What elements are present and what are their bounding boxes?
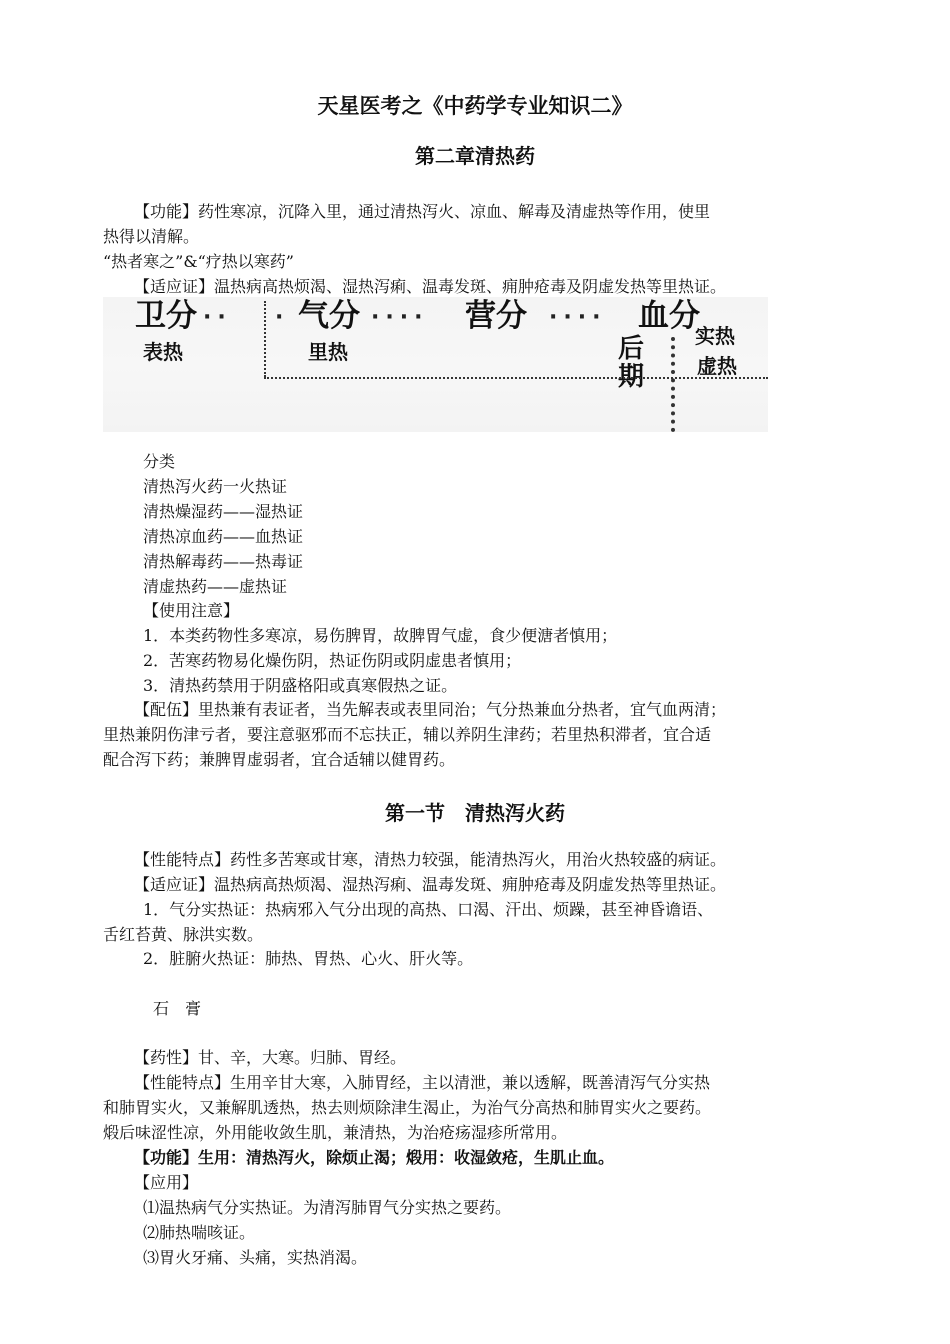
classification-item: 清热凉血药——血热证 — [143, 527, 304, 546]
diagram-lire: 里热 — [308, 340, 348, 364]
classification-item: 清热解毒药——热毒证 — [143, 552, 304, 571]
herb-characteristics-line-3: 煅后味涩性凉，外用能收敛生肌，兼清热，为治疮疡湿疹所常用。 — [103, 1123, 568, 1142]
diagram-qi: 气分 — [298, 298, 360, 334]
usage-note-item: 2．苦寒药物易化燥伤阴，热证伤阴或阴虚患者慎用； — [143, 651, 522, 670]
section-item-1-line-1: 1．气分实热证：热病邪入气分出现的高热、口渴、汗出、烦躁，甚至神昏谵语、 — [143, 900, 714, 919]
diagram-dots-4: ···· — [549, 305, 607, 330]
diagram-xure: 虚热 — [697, 354, 737, 378]
herb-function-label: 【功能】 — [134, 1148, 199, 1167]
indication-line: 【适应证】温热病高热烦渴、湿热泻痢、温毒发斑、痈肿疮毒及阴虚发热等里热证。 — [134, 277, 727, 296]
diagram-xue: 血分 — [638, 298, 700, 334]
section-item-2: 2．脏腑火热证：肺热、胃热、心火、肝火等。 — [143, 949, 474, 968]
usage-notes-heading: 【使用注意】 — [143, 601, 240, 620]
herb-characteristics-line-1: 【性能特点】生用辛甘大寒，入肺胃经，主以清泄，兼以透解，既善清泻气分实热 — [134, 1073, 711, 1092]
diagram-dots-2: · — [275, 305, 290, 330]
function-line-1: 【功能】药性寒凉，沉降入里，通过清热泻火、凉血、解毒及清虚热等作用，使里 — [134, 202, 711, 221]
usage-note-item: 3．清热药禁用于阴盛格阳或真寒假热之证。 — [143, 676, 458, 695]
diagram-hou: 后 — [618, 334, 645, 364]
section-properties: 【性能特点】药性多苦寒或甘寒，清热力较强，能清热泻火，用治火热较盛的病证。 — [134, 850, 727, 869]
classification-item: 清虚热药——虚热证 — [143, 577, 288, 596]
classification-item: 清热泻火药一火热证 — [143, 477, 288, 496]
compatibility-line-2: 里热兼阴伤津亏者，要注意驱邪而不忘扶正，辅以养阴生津药；若里热积滞者，宜合适 — [103, 725, 712, 744]
quote-line: “热者寒之”&“疗热以寒药” — [103, 252, 294, 271]
diagram-dots-3: ···· — [371, 305, 429, 330]
chapter-title: 第二章清热药 — [415, 144, 535, 168]
herb-characteristics-line-2: 和肺胃实火，又兼解肌透热，热去则烦除津生渴止，为治气分高热和肺胃实火之要药。 — [103, 1098, 712, 1117]
function-line-2: 热得以清解。 — [103, 227, 200, 246]
diagram-dotted-vertical — [671, 337, 675, 432]
wei-qi-ying-xue-diagram — [103, 297, 768, 432]
herb-nature: 【药性】甘、辛，大寒。归肺、胃经。 — [134, 1048, 407, 1067]
classification-item: 清热燥湿药——湿热证 — [143, 502, 304, 521]
diagram-horizontal-line — [264, 377, 768, 379]
compatibility-line-1: 【配伍】里热兼有表证者，当先解表或表里同治；气分热兼血分热者，宜气血两清； — [134, 700, 727, 719]
herb-function-text: 生用：清热泻火，除烦止渴；煅用：收湿敛疮，生肌止血。 — [198, 1148, 615, 1167]
document-title: 天星医考之《中药学专业知识二》 — [317, 94, 633, 118]
herb-name: 石 膏 — [153, 999, 202, 1018]
section-indication: 【适应证】温热病高热烦渴、湿热泻痢、温毒发斑、痈肿疮毒及阴虚发热等里热证。 — [134, 875, 727, 894]
herb-application-item: ⑴温热病气分实热证。为清泻肺胃气分实热之要药。 — [143, 1198, 512, 1217]
diagram-dots-1: ·· — [203, 305, 232, 330]
diagram-wei: 卫分 — [135, 298, 197, 334]
section-item-1-line-2: 舌红苔黄、脉洪实数。 — [103, 925, 264, 944]
herb-application-item: ⑶胃火牙痛、头痛，实热消渴。 — [143, 1248, 368, 1267]
usage-note-item: 1．本类药物性多寒凉，易伤脾胃，故脾胃气虚，食少便溏者慎用； — [143, 626, 618, 645]
herb-application-heading: 【应用】 — [134, 1173, 199, 1192]
section-title: 第一节 清热泻火药 — [385, 801, 565, 825]
diagram-shire: 实热 — [695, 324, 735, 348]
diagram-biaore: 表热 — [143, 340, 183, 364]
diagram-qi-period: 期 — [618, 362, 645, 392]
classification-heading: 分类 — [143, 452, 176, 471]
diagram-vertical-divider — [264, 301, 266, 377]
herb-application-item: ⑵肺热喘咳证。 — [143, 1223, 256, 1242]
herb-function — [134, 1148, 614, 1168]
compatibility-line-3: 配合泻下药；兼脾胃虚弱者，宜合适辅以健胃药。 — [103, 750, 456, 769]
diagram-ying: 营分 — [465, 298, 527, 334]
